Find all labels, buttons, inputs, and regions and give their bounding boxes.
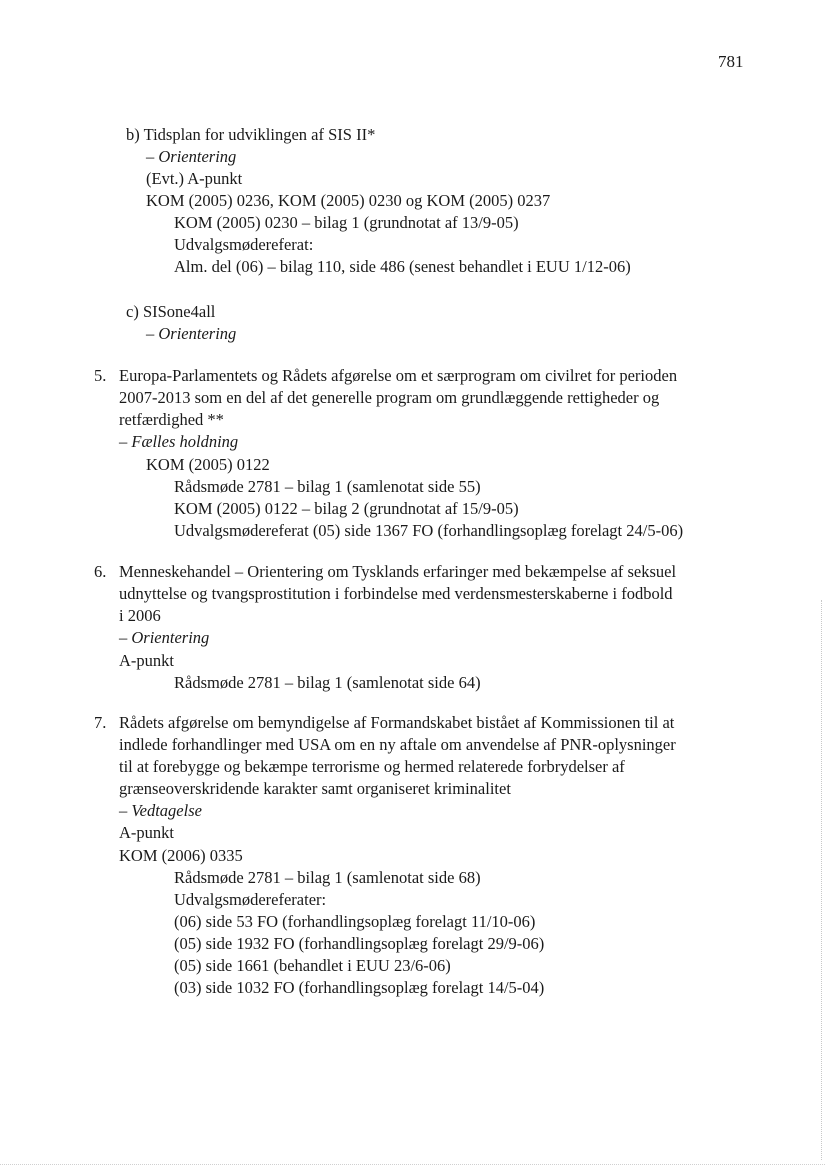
item7-title-line3: til at forebygge og bekæmpe terrorisme og hermed relaterede forbrydelser af	[119, 757, 625, 776]
item6-title-line2: udnyttelse og tvangsprostitution i forbindelse med verdensmesterskaberne i fodbold	[119, 584, 673, 603]
item5-sub3: Udvalgsmødereferat (05) side 1367 FO (forhandlingsoplæg forelagt 24/5-06)	[174, 521, 684, 540]
item5-sub1: Rådsmøde 2781 – bilag 1 (samlenotat side 55)	[174, 477, 481, 496]
item6-title-line3: i 2006	[119, 606, 161, 625]
item5-title-line3: retfærdighed **	[119, 410, 224, 429]
scan-edge-right	[820, 600, 822, 1160]
item6-sub1: Rådsmøde 2781 – bilag 1 (samlenotat side 64)	[174, 673, 481, 692]
item5-title-line2: 2007-2013 som en del af det generelle program om grundlæggende rettigheder og	[119, 388, 660, 407]
section-b-refs: KOM (2005) 0236, KOM (2005) 0230 og KOM (2005) 0237	[146, 191, 551, 210]
item7-title-line1: Rådets afgørelse om bemyndigelse af Formandskabet bistået af Kommissionen til at	[119, 713, 675, 732]
item7-title-line2: indlede forhandlinger med USA om en ny aftale om anvendelse af PNR-oplysninger	[119, 735, 676, 754]
section-b-sub1: KOM (2005) 0230 – bilag 1 (grundnotat af 13/9-05)	[174, 213, 519, 232]
section-b-status: (Evt.) A-punkt	[146, 169, 243, 188]
item7-sub3: (06) side 53 FO (forhandlingsoplæg forelagt 11/10-06)	[174, 912, 536, 931]
section-b-sub2: Udvalgsmødereferat:	[174, 235, 314, 254]
item6-action: – Orientering	[119, 628, 210, 647]
scan-edge-bottom	[0, 1163, 825, 1165]
item7-sub6: (03) side 1032 FO (forhandlingsoplæg forelagt 14/5-04)	[174, 978, 545, 997]
item6-status: A-punkt	[119, 651, 174, 670]
item5-ref: KOM (2005) 0122	[146, 455, 270, 474]
section-c-heading: c) SISone4all	[126, 302, 216, 321]
item7-number: 7.	[94, 713, 107, 732]
section-b-sub3: Alm. del (06) – bilag 110, side 486 (senest behandlet i EUU 1/12-06)	[174, 257, 631, 276]
item6-number: 6.	[94, 562, 107, 581]
item5-number: 5.	[94, 366, 107, 385]
section-b-action: – Orientering	[146, 147, 237, 166]
item5-action: – Fælles holdning	[119, 432, 239, 451]
section-b-heading: b) Tidsplan for udviklingen af SIS II*	[126, 125, 376, 144]
item6-title-line1: Menneskehandel – Orientering om Tysklands erfaringer med bekæmpelse af seksuel	[119, 562, 677, 581]
item5-title-line1: Europa-Parlamentets og Rådets afgørelse om et særprogram om civilret for perioden	[119, 366, 678, 385]
item7-sub2: Udvalgsmødereferater:	[174, 890, 327, 909]
item7-sub1: Rådsmøde 2781 – bilag 1 (samlenotat side 68)	[174, 868, 481, 887]
item7-sub5: (05) side 1661 (behandlet i EUU 23/6-06)	[174, 956, 451, 975]
page-number: 781	[718, 52, 744, 71]
section-c-action: – Orientering	[146, 324, 237, 343]
item7-status: A-punkt	[119, 823, 174, 842]
item7-sub4: (05) side 1932 FO (forhandlingsoplæg forelagt 29/9-06)	[174, 934, 545, 953]
item7-ref: KOM (2006) 0335	[119, 846, 243, 865]
item7-action: – Vedtagelse	[119, 801, 202, 820]
item5-sub2: KOM (2005) 0122 – bilag 2 (grundnotat af 15/9-05)	[174, 499, 519, 518]
item7-title-line4: grænseoverskridende karakter samt organiseret kriminalitet	[119, 779, 511, 798]
